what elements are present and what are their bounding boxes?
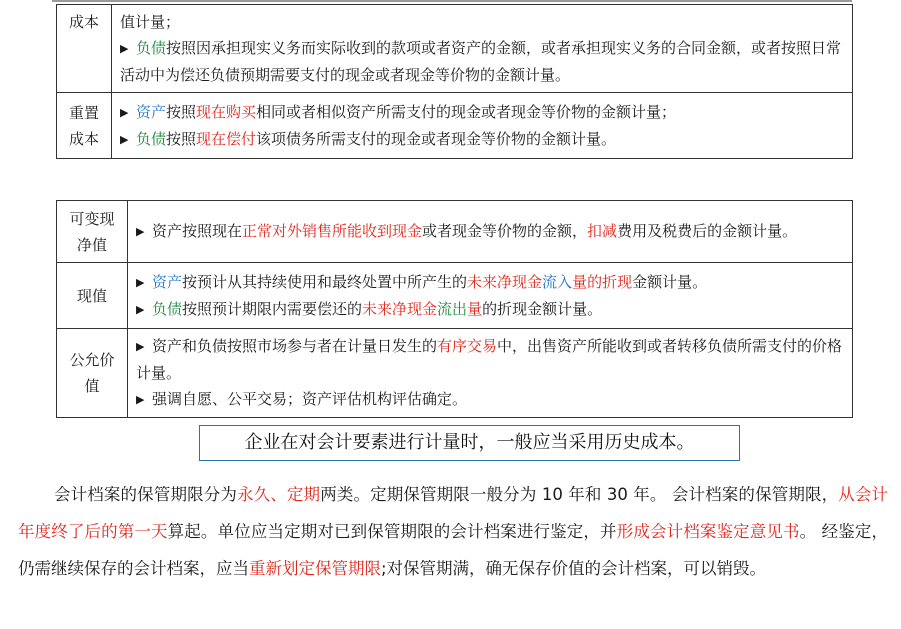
table-row xyxy=(57,201,853,263)
label-text: 成本 xyxy=(68,13,99,31)
content-line xyxy=(136,269,844,296)
content-text: 按照 xyxy=(166,129,197,148)
label-text: 净值 xyxy=(76,235,107,254)
term-asset: 资产 xyxy=(152,272,183,291)
term-liability: 负债 xyxy=(136,129,167,148)
triangle-bullet-icon: ▶ xyxy=(136,225,145,238)
content-text: 资产按照现在 xyxy=(152,222,243,240)
paragraph-text: ;对保管期满，确无保存价值的会计档案，可以销毁。 xyxy=(381,559,767,578)
highlight-text: 量 xyxy=(467,299,483,318)
content-text: 或者现金等价物的金额， xyxy=(422,222,588,240)
term-liability: 负债 xyxy=(136,39,167,57)
highlight-text: 未来净现金 xyxy=(467,272,543,291)
content-line xyxy=(136,386,844,413)
content-text: 按照因承担现实义务而实际收到的款项或者资产的金额，或者承担现实义务的合同金额，或者按照日常活动中为偿还负债预期需要支付的现金或者现金等价物的金额计量。 xyxy=(120,39,842,84)
label-text: 公允价 xyxy=(69,351,115,369)
triangle-bullet-icon: ▶ xyxy=(120,132,129,146)
row-label xyxy=(57,329,128,418)
triangle-bullet-icon: ▶ xyxy=(136,393,145,406)
content-text: 按预计从其持续使用和最终处置中所产生的 xyxy=(182,272,468,291)
highlight-text: 从会计年度终了后的第一天 xyxy=(18,485,889,541)
content-text: 金额计量。 xyxy=(632,272,708,291)
highlight-outflow: 流出 xyxy=(437,299,468,318)
top-rule xyxy=(52,0,852,2)
row-content xyxy=(112,93,853,159)
content-line xyxy=(136,333,844,386)
label-text: 现值 xyxy=(76,286,107,305)
highlight-text: 正常对外销售所能收到现金 xyxy=(242,222,423,240)
row-content xyxy=(128,201,853,263)
label-text: 重置 xyxy=(68,103,99,122)
content-text: 资产和负债按照市场参与者在计量日发生的 xyxy=(152,337,438,355)
measurement-table-1 xyxy=(56,4,853,159)
highlight-text: 未来净现金 xyxy=(362,299,438,318)
triangle-bullet-icon: ▶ xyxy=(136,340,145,353)
highlight-text: 有序交易 xyxy=(437,337,498,355)
triangle-bullet-icon: ▶ xyxy=(120,105,129,119)
paragraph-text: 。 经鉴定，仍需继续保存的会计档案，应当 xyxy=(18,522,889,578)
content-line xyxy=(120,35,844,88)
highlight-text: 现在偿付 xyxy=(196,129,257,148)
table-row xyxy=(57,263,853,329)
row-label xyxy=(57,93,112,159)
archive-paragraph xyxy=(18,476,888,587)
row-content xyxy=(112,5,853,93)
highlight-text: 现在购买 xyxy=(196,102,257,121)
row-label xyxy=(57,201,128,263)
content-text: 强调自愿、公平交易；资产评估机构评估确定。 xyxy=(152,390,468,408)
triangle-bullet-icon: ▶ xyxy=(136,302,145,316)
highlight-inflow: 流入 xyxy=(542,272,573,291)
highlight-text: 形成会计档案鉴定意见书 xyxy=(616,522,800,541)
triangle-bullet-icon: ▶ xyxy=(120,42,129,55)
content-text: 费用及税费后的金额计量。 xyxy=(617,222,798,240)
row-content xyxy=(128,329,853,418)
content-line: 值计量； xyxy=(120,13,181,31)
row-label xyxy=(57,263,128,329)
content-text: 的折现金额计量。 xyxy=(482,299,603,318)
label-text: 值 xyxy=(84,377,100,395)
measurement-table-2 xyxy=(56,200,853,418)
term-asset: 资产 xyxy=(136,102,167,121)
content-text: 中，出售资产所能收到或者转移负债所需支付的价格计量。 xyxy=(136,337,843,382)
content-text: 按照预计期限内需要偿还的 xyxy=(182,299,363,318)
content-text: 按照 xyxy=(166,102,197,121)
row-label xyxy=(57,5,112,93)
key-point-box: 企业在对会计要素进行计量时，一般应当采用历史成本。 xyxy=(199,425,740,461)
triangle-bullet-icon: ▶ xyxy=(136,275,145,289)
table-row xyxy=(57,93,853,159)
row-content xyxy=(128,263,853,329)
paragraph-text: 算起。单位应当定期对已到保管期限的会计档案进行鉴定，并 xyxy=(167,522,617,541)
table-row xyxy=(57,329,853,418)
content-text: 该项债务所需支付的现金或者现金等价物的金额计量。 xyxy=(256,129,617,148)
label-text: 可变现 xyxy=(69,209,115,228)
highlight-text: 量的折现 xyxy=(572,272,633,291)
paragraph-text: 两类。定期保管期限一般分为 10 年和 30 年。 会计档案的保管期限， xyxy=(320,485,839,504)
content-text: 相同或者相似资产所需支付的现金或者现金等价物的金额计量； xyxy=(256,102,677,121)
term-liability: 负债 xyxy=(152,299,183,318)
highlight-text: 扣减 xyxy=(587,222,618,240)
highlight-text: 重新划定保管期限 xyxy=(249,559,381,578)
content-line xyxy=(136,296,844,323)
highlight-text: 永久、定期 xyxy=(237,485,321,504)
content-line xyxy=(120,126,844,153)
content-line xyxy=(120,99,844,126)
label-text: 成本 xyxy=(68,129,99,148)
table-row xyxy=(57,5,853,93)
paragraph-text: 会计档案的保管期限分为 xyxy=(54,485,237,504)
